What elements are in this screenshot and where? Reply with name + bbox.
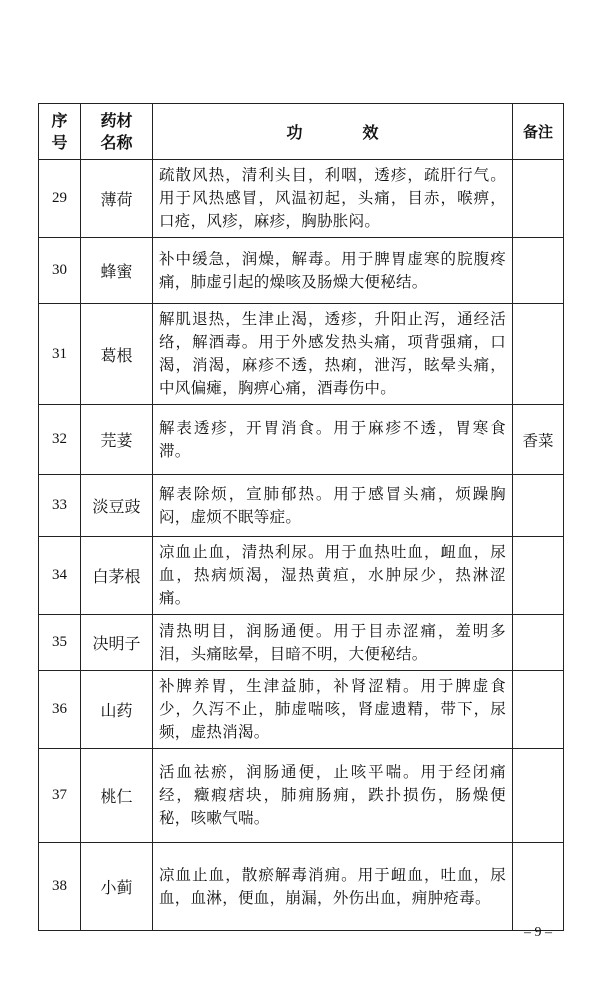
row-effect: 疏散风热，清利头目，利咽，透疹，疏肝行气。用于风热感冒，风温初起，头痛，目赤，喉痹，口疮，风疹，麻疹，胸胁胀闷。	[153, 160, 513, 238]
row-effect: 凉血止血，清热利尿。用于血热吐血，衄血，尿血，热病烦渴，湿热黄疸，水肿尿少，热淋涩痛。	[153, 537, 513, 615]
row-no: 30	[39, 238, 81, 304]
row-name: 桃仁	[81, 749, 153, 843]
row-effect: 解表透疹，开胃消食。用于麻疹不透，胃寒食滞。	[153, 405, 513, 475]
row-note	[513, 843, 564, 931]
row-name: 薄荷	[81, 160, 153, 238]
row-note: 香菜	[513, 405, 564, 475]
table-row	[39, 405, 564, 475]
header-no: 序号	[39, 104, 81, 160]
row-note	[513, 160, 564, 238]
row-name: 小蓟	[81, 843, 153, 931]
table-header-row	[39, 104, 564, 160]
row-no: 36	[39, 671, 81, 749]
row-no: 31	[39, 304, 81, 405]
row-note	[513, 537, 564, 615]
row-note	[513, 238, 564, 304]
row-effect: 补脾养胃，生津益肺，补肾涩精。用于脾虚食少，久泻不止，肺虚喘咳，肾虚遗精，带下，尿频，虚热消渴。	[153, 671, 513, 749]
row-effect: 清热明目，润肠通便。用于目赤涩痛，羞明多泪，头痛眩晕，目暗不明，大便秘结。	[153, 615, 513, 671]
row-name: 蜂蜜	[81, 238, 153, 304]
row-no: 29	[39, 160, 81, 238]
row-no: 35	[39, 615, 81, 671]
row-note	[513, 304, 564, 405]
row-effect: 解肌退热，生津止渴，透疹，升阳止泻，通经活络，解酒毒。用于外感发热头痛，项背强痛，口渴，消渴，麻疹不透，热痢，泄泻，眩晕头痛，中风偏瘫，胸痹心痛，酒毒伤中。	[153, 304, 513, 405]
row-note	[513, 749, 564, 843]
table-row	[39, 843, 564, 931]
row-effect: 解表除烦，宣肺郁热。用于感冒头痛，烦躁胸闷，虚烦不眠等症。	[153, 475, 513, 537]
table-row	[39, 537, 564, 615]
row-no: 34	[39, 537, 81, 615]
row-no: 33	[39, 475, 81, 537]
header-name: 药材名称	[81, 104, 153, 160]
row-note	[513, 615, 564, 671]
table-row	[39, 749, 564, 843]
row-note	[513, 475, 564, 537]
row-no: 37	[39, 749, 81, 843]
row-name: 山药	[81, 671, 153, 749]
row-effect: 活血祛瘀，润肠通便，止咳平喘。用于经闭痛经，癥瘕痞块，肺痈肠痈，跌扑损伤，肠燥便秘，咳嗽气喘。	[153, 749, 513, 843]
row-name: 白茅根	[81, 537, 153, 615]
herb-table	[38, 103, 564, 931]
table-row	[39, 238, 564, 304]
table-row	[39, 160, 564, 238]
header-note: 备注	[513, 104, 564, 160]
row-name: 芫荽	[81, 405, 153, 475]
row-name: 葛根	[81, 304, 153, 405]
row-note	[513, 671, 564, 749]
table-row	[39, 615, 564, 671]
table-row	[39, 304, 564, 405]
page-number: – 9 –	[524, 925, 552, 940]
table-row	[39, 475, 564, 537]
table-row	[39, 671, 564, 749]
row-no: 32	[39, 405, 81, 475]
row-no: 38	[39, 843, 81, 931]
row-effect: 凉血止血，散瘀解毒消痈。用于衄血，吐血，尿血，血淋，便血，崩漏，外伤出血，痈肿疮毒。	[153, 843, 513, 931]
row-name: 淡豆豉	[81, 475, 153, 537]
header-effect: 功效	[153, 104, 513, 160]
row-effect: 补中缓急，润燥，解毒。用于脾胃虚寒的脘腹疼痛，肺虚引起的燥咳及肠燥大便秘结。	[153, 238, 513, 304]
row-name: 决明子	[81, 615, 153, 671]
